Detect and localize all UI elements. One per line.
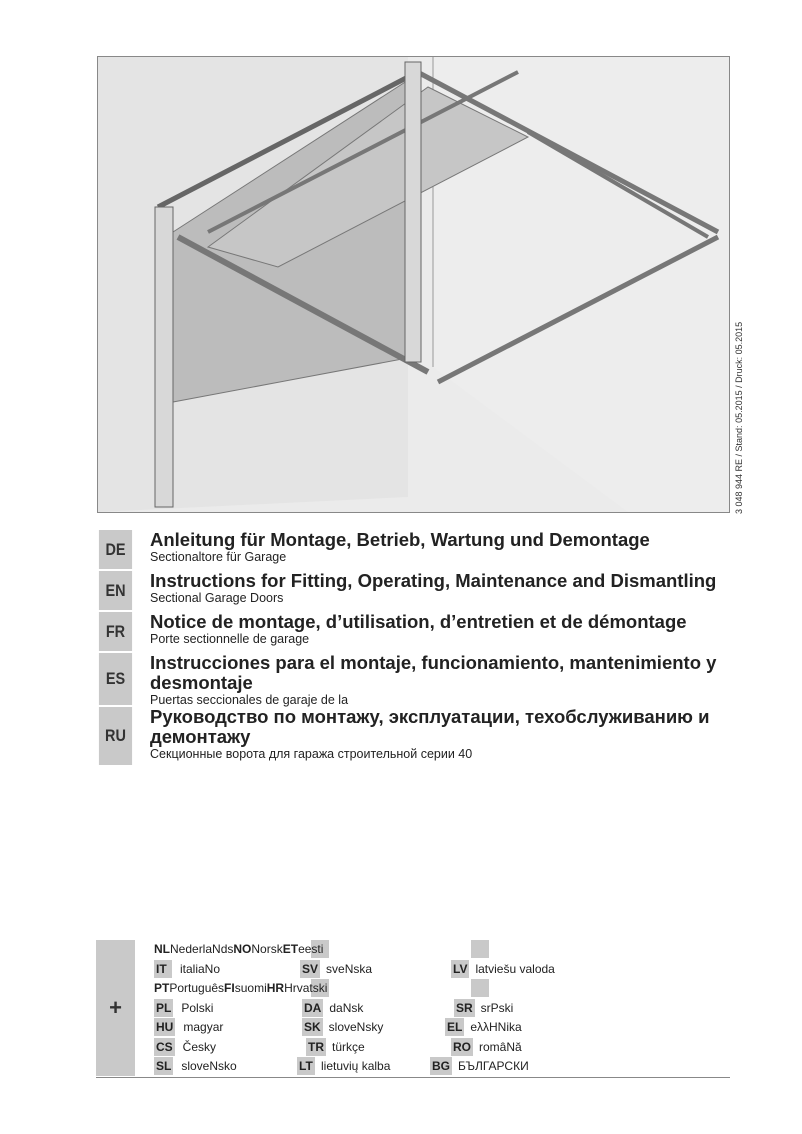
language-code: DE	[99, 530, 132, 569]
language-name: româNă	[479, 1040, 522, 1054]
language-code: IT	[154, 960, 172, 978]
language-entry	[454, 999, 513, 1017]
language-name: eλλHNika	[470, 1020, 522, 1034]
language-line	[154, 940, 323, 958]
language-entry	[154, 960, 220, 978]
subtitle: Секционные ворота для гаража строительной серии 40	[150, 747, 473, 761]
language-code: RO	[453, 1040, 471, 1054]
language-name: sveNska	[326, 962, 373, 976]
language-code: CS	[156, 1040, 173, 1054]
language-code: ES	[99, 653, 132, 705]
language-code: SL	[156, 1059, 172, 1073]
language-code: DA	[304, 1001, 322, 1015]
language-entry	[306, 1038, 365, 1056]
language-entry	[451, 1038, 522, 1056]
language-entry	[445, 1018, 522, 1036]
language-code: ET	[282, 942, 299, 956]
language-entry	[430, 1057, 529, 1075]
language-code: BG	[432, 1059, 450, 1073]
language-name: БЪЛГАРСКИ	[458, 1059, 529, 1073]
title-block-en	[96, 571, 716, 610]
title-block-es	[96, 653, 740, 705]
divider	[96, 1077, 730, 1078]
more-languages-marker: +	[96, 940, 135, 1076]
language-code: LV	[453, 962, 468, 976]
language-entry	[154, 1057, 237, 1075]
language-entry	[154, 1038, 216, 1056]
title: Anleitung für Montage, Betrieb, Wartung und Demontage	[150, 529, 650, 550]
title-block-ru	[96, 707, 710, 765]
title: Руководство по монтажу, эксплуатации, техобслуживанию и демонтажу	[150, 706, 710, 747]
language-code: LT	[297, 1057, 315, 1075]
language-name: Polski	[181, 1001, 214, 1015]
title: Instructions for Fitting, Operating, Maintenance and Dismantling	[150, 570, 717, 591]
language-entry	[302, 1018, 383, 1036]
language-code: NO	[233, 942, 252, 956]
title-block-fr	[96, 612, 687, 651]
title-block-de	[96, 530, 650, 569]
language-name: lietuvių kalba	[321, 1059, 391, 1073]
language-code: EL	[447, 1020, 463, 1034]
language-entry	[154, 1018, 223, 1036]
language-code: SK	[304, 1020, 321, 1034]
language-code: PT	[154, 981, 170, 995]
language-code: NL	[154, 942, 170, 956]
language-code: RU	[99, 707, 132, 765]
language-name: latviešu valoda	[475, 962, 555, 976]
language-code: EN	[99, 571, 132, 610]
language-entry	[451, 960, 555, 978]
language-name: sloveNsko	[181, 1059, 237, 1073]
title: Instrucciones para el montaje, funcionamiento, mantenimiento y desmontaje	[150, 652, 717, 693]
language-entry	[302, 999, 363, 1017]
language-name: daNsk	[329, 1001, 364, 1015]
language-name: NederlaNds	[170, 942, 234, 956]
subtitle: Sectional Garage Doors	[150, 591, 284, 605]
language-name: italiaNo	[180, 962, 221, 976]
language-code: HU	[156, 1020, 174, 1034]
document-number: 3 048 944 RE / Stand: 05.2015 / Druck: 05.2015	[734, 321, 744, 514]
language-line	[154, 979, 327, 997]
language-code: FR	[99, 612, 132, 651]
language-name: eesti	[298, 942, 324, 956]
subtitle: Sectionaltore für Garage	[150, 550, 287, 564]
language-entry	[300, 960, 372, 978]
subtitle: Porte sectionnelle de garage	[150, 632, 310, 646]
language-name: Norsk	[251, 942, 283, 956]
language-name: Hrvatski	[284, 981, 328, 995]
title: Notice de montage, d’utilisation, d’entretien et de démontage	[150, 611, 687, 632]
language-name: türkçe	[332, 1040, 365, 1054]
language-code: SR	[456, 1001, 473, 1015]
language-name: Português	[169, 981, 225, 995]
language-code: TR	[308, 1040, 324, 1054]
language-name: suomi	[234, 981, 267, 995]
subtitle: Puertas seccionales de garaje de la	[150, 693, 349, 707]
garage-door-illustration	[97, 56, 730, 513]
language-entry	[297, 1057, 390, 1075]
language-name: magyar	[183, 1020, 224, 1034]
language-code: FI	[224, 981, 235, 995]
language-code: SV	[302, 962, 319, 976]
language-entry	[154, 999, 213, 1017]
language-code: PL	[156, 1001, 172, 1015]
language-name: sloveNsky	[328, 1020, 384, 1034]
language-name: Česky	[182, 1040, 217, 1054]
language-code: HR	[266, 981, 285, 995]
language-name: srPski	[480, 1001, 514, 1015]
